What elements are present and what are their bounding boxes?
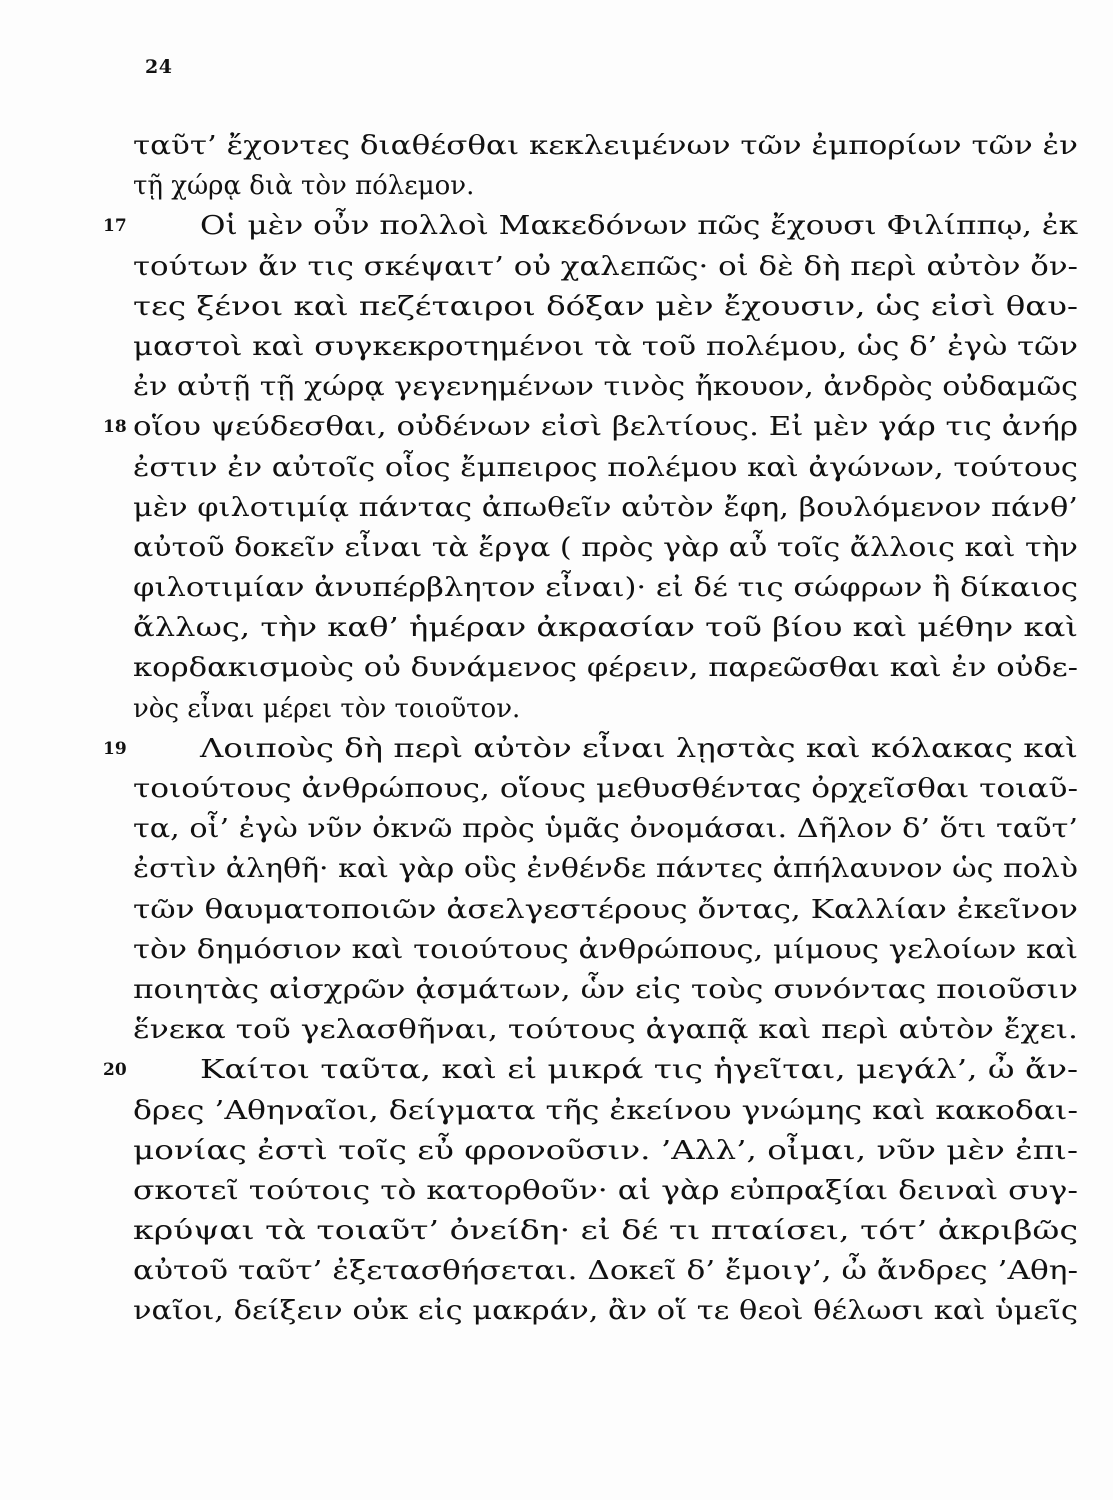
line-text: δρες ’Αθηναῖοι, δείγματα τῆς ἐκείνου γνώμης καὶ κακοδαι- <box>133 1095 1078 1126</box>
line-text: τὸν δημόσιον καὶ τοιούτους ἀνθρώπους, μίμους γελοίων καὶ <box>133 934 1079 965</box>
text-line <box>133 568 1078 608</box>
text-line <box>133 126 1078 166</box>
line-wrap <box>133 934 1079 965</box>
text-line <box>133 1131 1078 1171</box>
line-text: ταῦτ’ ἔχοντες διαθέσθαι κεκλειμένων τῶν ἐμπορίων τῶν ἐν <box>133 131 1078 161</box>
line-wrap <box>133 814 1078 845</box>
text-line <box>133 448 1078 488</box>
line-text: τῇ χώρᾳ διὰ τὸν πόλεμον. <box>133 171 475 202</box>
text-line <box>133 166 1078 206</box>
line-wrap <box>133 1055 1079 1086</box>
line-text: Λοιποὺς δὴ περὶ αὐτὸν εἶναι λῃστὰς καὶ κόλακας καὶ <box>200 733 1078 764</box>
line-wrap <box>133 1216 1079 1247</box>
line-wrap <box>133 452 1078 483</box>
text-line <box>133 890 1078 930</box>
text-line <box>133 930 1078 970</box>
text-line <box>133 849 1078 889</box>
line-text: οἵου ψεύδεσθαι, οὐδένων εἰσὶ βελτίους. Εἰ μὲν γάρ τις ἀνήρ <box>133 412 1079 443</box>
page-number: 24 <box>145 56 173 78</box>
line-wrap <box>133 1256 1078 1287</box>
line-text: κρύψαι τὰ τοιαῦτ’ ὀνείδη· εἰ δέ τι πταίσει, τότ’ ἀκριβῶς <box>133 1216 1079 1247</box>
line-text: ἄλλως, τὴν καθ’ ἡμέραν ἀκρασίαν τοῦ βίου καὶ μέθην καὶ <box>133 613 1079 644</box>
line-wrap <box>133 331 1079 362</box>
line-text: αὐτοῦ ταῦτ’ ἐξετασθήσεται. Δοκεῖ δ’ ἔμοιγ’, ὦ ἄνδρες ’Αθη- <box>133 1256 1078 1287</box>
section-number: 18 <box>103 417 127 438</box>
line-text: τα, οἷ’ ἐγὼ νῦν ὀκνῶ πρὸς ὑμᾶς ὀνομάσαι. Δῆλον δ’ ὅτι ταῦτ’ <box>133 814 1078 845</box>
line-wrap <box>133 1135 1078 1166</box>
line-wrap <box>133 211 1079 242</box>
text-line <box>133 1211 1078 1251</box>
line-wrap <box>133 251 1078 282</box>
line-text: Καίτοι ταῦτα, καὶ εἰ μικρά τις ἡγεῖται, μεγάλ’, ὦ ἄν- <box>200 1055 1079 1086</box>
line-text: ναῖοι, δείξειν οὐκ εἰς μακράν, ἂν οἵ τε θεοὶ θέλωσι καὶ ὑμεῖς <box>133 1296 1079 1327</box>
line-wrap <box>133 1015 1079 1046</box>
text-line <box>103 729 1078 769</box>
text-line <box>133 608 1078 648</box>
line-wrap <box>133 1175 1078 1206</box>
line-wrap <box>133 733 1078 764</box>
line-text: τες ξένοι καὶ πεζέταιροι δόξαν μὲν ἔχουσιν, ὡς εἰσὶ θαυ- <box>133 291 1078 322</box>
line-text: ἐστιν ἐν αὐτοῖς οἷος ἔμπειρος πολέμου καὶ ἀγώνων, τούτους <box>133 452 1078 483</box>
text-line <box>133 367 1078 407</box>
line-text: μαστοὶ καὶ συγκεκροτημένοι τὰ τοῦ πολέμου, ὡς δ’ ἐγὼ τῶν <box>133 331 1079 362</box>
line-wrap <box>133 291 1078 322</box>
line-wrap <box>133 131 1078 161</box>
text-line <box>133 809 1078 849</box>
line-wrap <box>133 573 1079 604</box>
text-line <box>133 327 1078 367</box>
line-text: νὸς εἶναι μέρει τὸν τοιοῦτον. <box>133 693 521 724</box>
text-line <box>133 528 1078 568</box>
text-line <box>133 970 1078 1010</box>
text-line <box>133 287 1078 327</box>
line-text: τῶν θαυματοποιῶν ἀσελγεστέρους ὄντας, Καλλίαν ἐκεῖνον <box>133 894 1078 925</box>
line-wrap <box>133 974 1079 1005</box>
text-line <box>133 648 1078 688</box>
text-line <box>133 247 1078 287</box>
text-line <box>103 206 1079 246</box>
line-text: τοιούτους ἀνθρώπους, οἵους μεθυσθέντας ὀρχεῖσθαι τοιαῦ- <box>133 774 1079 804</box>
line-wrap <box>133 854 1079 885</box>
text-line <box>133 1171 1078 1211</box>
text-line <box>133 689 1078 729</box>
text-line <box>103 407 1079 447</box>
text-line <box>133 1291 1078 1331</box>
line-text: μὲν φιλοτιμίᾳ πάντας ἀπωθεῖν αὐτὸν ἔφη, βουλόμενον πάνθ’ <box>133 492 1078 523</box>
line-text: Οἱ μὲν οὖν πολλοὶ Μακεδόνων πῶς ἔχουσι Φιλίππῳ, ἐκ <box>200 211 1079 242</box>
line-wrap <box>133 1296 1079 1327</box>
line-wrap <box>133 1095 1078 1126</box>
line-wrap <box>133 171 474 201</box>
section-number: 20 <box>103 1060 127 1081</box>
section-number: 17 <box>103 216 127 237</box>
line-wrap <box>133 613 1079 644</box>
line-text: ἐν αὐτῇ τῇ χώρᾳ γεγενημένων τινὸς ἤκουον, ἀνδρὸς οὐδαμῶς <box>133 372 1079 403</box>
line-wrap <box>133 492 1078 523</box>
line-wrap <box>133 774 1079 804</box>
text-body <box>103 126 1079 1332</box>
line-wrap <box>133 894 1078 925</box>
line-text: κορδακισμοὺς οὐ δυνάμενος φέρειν, παρεῶσθαι καὶ ἐν οὐδε- <box>133 653 1079 684</box>
section-number: 19 <box>103 738 127 759</box>
line-wrap <box>133 694 520 724</box>
line-text: ποιητὰς αἰσχρῶν ᾀσμάτων, ὧν εἰς τοὺς συνόντας ποιοῦσιν <box>133 974 1079 1005</box>
line-text: σκοτεῖ τούτοις τὸ κατορθοῦν· αἱ γὰρ εὐπραξίαι δειναὶ συγ- <box>133 1175 1078 1206</box>
line-text: ἕνεκα τοῦ γελασθῆναι, τούτους ἀγαπᾷ καὶ περὶ αὑτὸν ἔχει. <box>133 1015 1079 1046</box>
text-line <box>133 1251 1078 1291</box>
text-line <box>133 488 1078 528</box>
text-line <box>133 1091 1078 1131</box>
line-wrap <box>133 372 1079 403</box>
line-text: αὐτοῦ δοκεῖν εἶναι τὰ ἔργα ( πρὸς γὰρ αὖ τοῖς ἄλλοις καὶ τὴν <box>133 532 1078 563</box>
text-line <box>103 1050 1079 1090</box>
line-text: μονίας ἐστὶ τοῖς εὖ φρονοῦσιν. ’Αλλ’, οἶμαι, νῦν μὲν ἐπι- <box>133 1135 1078 1166</box>
line-text: τούτων ἄν τις σκέψαιτ’ οὐ χαλεπῶς· οἱ δὲ δὴ περὶ αὐτὸν ὄν- <box>133 251 1078 282</box>
line-wrap <box>133 532 1078 563</box>
text-line <box>133 1010 1078 1050</box>
line-text: φιλοτιμίαν ἀνυπέρβλητον εἶναι)· εἰ δέ τις σώφρων ἢ δίκαιος <box>133 573 1079 604</box>
line-text: ἐστὶν ἀληθῆ· καὶ γὰρ οὓς ἐνθένδε πάντες ἀπήλαυνον ὡς πολὺ <box>133 854 1079 885</box>
line-wrap <box>133 412 1079 443</box>
line-wrap <box>133 653 1079 684</box>
text-line <box>133 769 1078 809</box>
